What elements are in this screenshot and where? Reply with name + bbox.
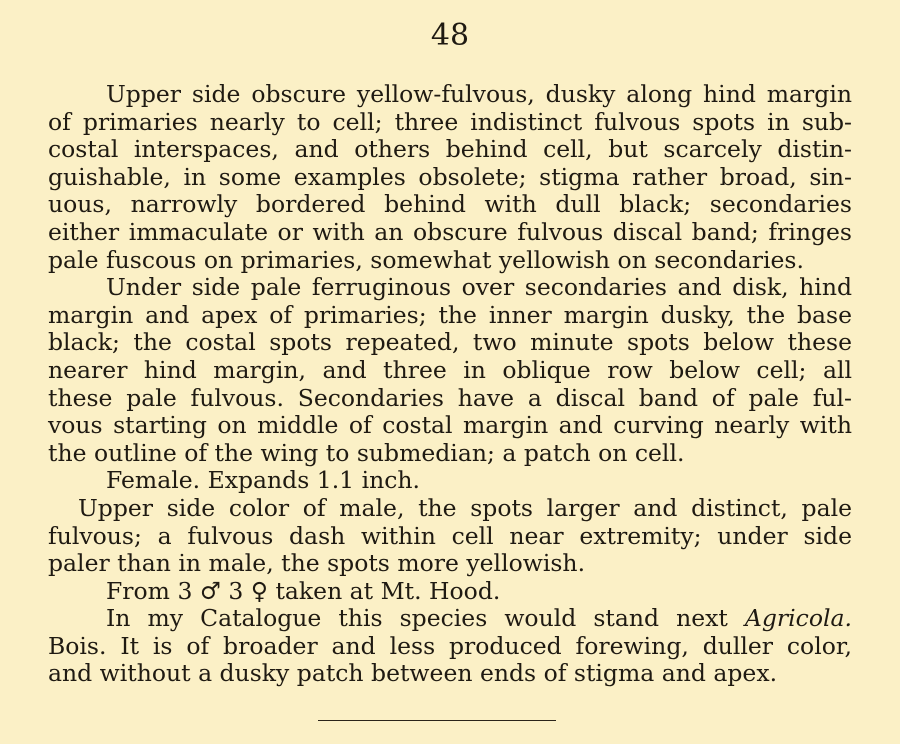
text-line [48, 578, 852, 606]
text-line-content: fulvous; a fulvous dash within cell near extremity; under side [48, 521, 852, 550]
text-line-content: Upper side obscure yellow-fulvous, dusky along hind margin [106, 80, 852, 108]
text-line-content: either immaculate or with an obscure fulvous discal band; fringes [48, 217, 852, 246]
text-line-content: costal interspaces, and others behind cell, but scarcely distin- [48, 135, 852, 164]
text-line-content: these pale fulvous. Secondaries have a discal band of pale ful- [48, 383, 852, 412]
text-line [48, 302, 852, 330]
text-line [48, 523, 852, 551]
text-line [48, 467, 852, 495]
section-divider-rule [318, 720, 556, 721]
text-line-content: nearer hind margin, and three in oblique row below cell; all [48, 355, 852, 384]
text-line-content: pale fuscous on primaries, somewhat yellowish on secondaries. [48, 245, 804, 274]
text-line [48, 357, 852, 385]
text-line-content: From 3 ♂ 3 ♀ taken at Mt. Hood. [106, 576, 501, 605]
text-line-content: Female. Expands 1.1 inch. [106, 466, 421, 495]
text-line-content: In my Catalogue this species would stand next [106, 604, 745, 633]
text-line [48, 109, 852, 137]
text-line [48, 550, 852, 578]
text-line [48, 164, 852, 192]
text-line-content: of primaries nearly to cell; three indistinct fulvous spots in sub- [48, 107, 852, 136]
text-line-content: vous starting on middle of costal margin and curving nearly with [48, 411, 852, 440]
text-line-content: Upper side color of male, the spots larger and distinct, pale [78, 493, 852, 522]
text-line [48, 219, 852, 247]
text-line-content: guishable, in some examples obsolete; stigma rather broad, sin- [48, 162, 852, 191]
text-line-content: and without a dusky patch between ends of stigma and apex. [48, 659, 778, 688]
text-line [48, 191, 852, 219]
text-line [48, 605, 852, 633]
text-line-content: paler than in male, the spots more yellowish. [48, 549, 586, 578]
text-line [48, 81, 852, 109]
text-line-content: uous, narrowly bordered behind with dull black; secondaries [48, 190, 852, 219]
page-number: 48 [430, 18, 470, 53]
text-line-content: Bois. It is of broader and less produced forewing, duller color, [48, 631, 852, 660]
text-line [48, 274, 852, 302]
text-line [48, 495, 852, 523]
text-line [48, 329, 852, 357]
text-line-content: margin and apex of primaries; the inner margin dusky, the base [48, 300, 852, 329]
text-line [48, 440, 852, 468]
text-line [48, 412, 852, 440]
text-line [48, 633, 852, 661]
text-line-content: Under side pale ferruginous over secondaries and disk, hind [106, 273, 852, 302]
text-line [48, 660, 852, 688]
text-line [48, 247, 852, 275]
text-line-content: black; the costal spots repeated, two minute spots below these [48, 328, 852, 357]
text-line [48, 385, 852, 413]
text-line-content: the outline of the wing to submedian; a patch on cell. [48, 438, 685, 467]
text-line [48, 136, 852, 164]
body-text [48, 81, 852, 688]
italic-species-name: Agricola. [744, 604, 852, 633]
